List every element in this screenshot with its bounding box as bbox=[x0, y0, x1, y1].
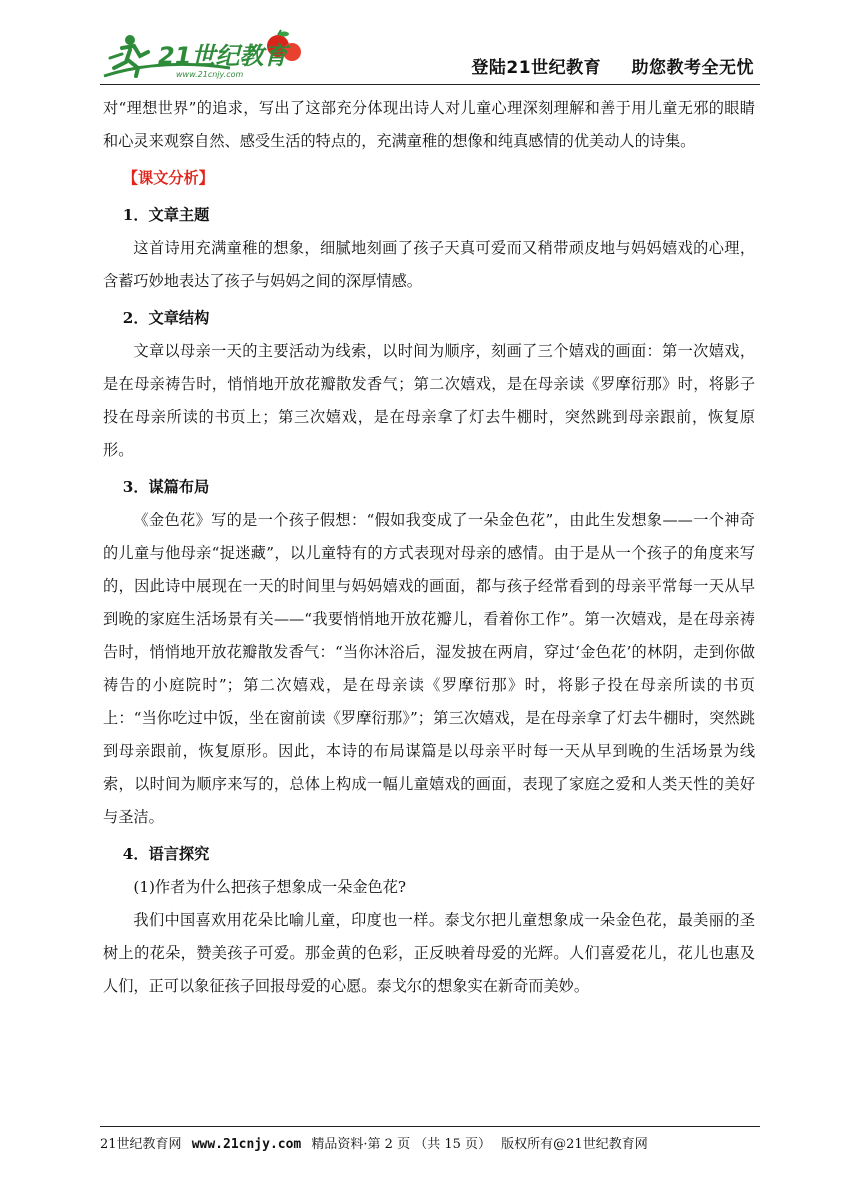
heading-theme: 1．文章主题 bbox=[122, 206, 210, 224]
question-1: (1)作者为什么把孩子想象成一朵金色花? bbox=[133, 878, 407, 896]
slogan-motto: 助您教考全无忧 bbox=[631, 58, 754, 78]
page-footer bbox=[100, 1126, 760, 1152]
page-header bbox=[100, 28, 760, 85]
footer-page-info: 精品资料·第 2 页 （共 15 页） bbox=[311, 1137, 492, 1152]
paragraph-theme: 这首诗用充满童稚的想象，细腻地刻画了孩子天真可爱而又稍带顽皮地与妈妈嬉戏的心理，含蓄巧妙地表达了孩子与妈妈之间的深厚情感。 bbox=[103, 239, 755, 290]
section-title: 【课文分析】 bbox=[122, 169, 214, 187]
footer-copyright: 版权所有@21世纪教育网 bbox=[501, 1137, 648, 1152]
footer-site-name: 21世纪教育网 bbox=[100, 1137, 182, 1152]
heading-layout: 3．谋篇布局 bbox=[122, 478, 210, 496]
paragraph-answer-1: 我们中国喜欢用花朵比喻儿童，印度也一样。泰戈尔把儿童想象成一朵金色花，最美丽的圣树上的花朵，赞美孩子可爱。那金黄的色彩，正反映着母爱的光辉。人们喜爱花儿，花儿也惠及人们，正可以象征孩子回报母爱的心愿。泰戈尔的想象实在新奇而美妙。 bbox=[103, 911, 755, 995]
slogan-login: 登陆21世纪教育 bbox=[471, 58, 602, 78]
logo-url: www.21cnjy.com bbox=[176, 70, 244, 79]
document-body bbox=[103, 92, 755, 1003]
21cnjy-logo bbox=[100, 28, 310, 80]
logo-text: 21世纪教育 bbox=[158, 42, 288, 70]
intro-paragraph: 对“理想世界”的追求，写出了这部充分体现出诗人对儿童心理深刻理解和善于用儿童无邪的眼睛和心灵来观察自然、感受生活的特点的，充满童稚的想像和纯真感情的优美动人的诗集。 bbox=[103, 99, 755, 150]
paragraph-layout: 《金色花》写的是一个孩子假想：“假如我变成了一朵金色花”，由此生发想象——一个神奇的儿童与他母亲“捉迷藏”，以儿童特有的方式表现对母亲的感情。由于是从一个孩子的角度来写的，因此诗中展现在一天的时间里与妈妈嬉戏的画面，都与孩子经常看到的母亲平常每一天从早到晚的家庭生活场景有关——“我要悄悄地开放花瓣儿，看着你工作”。第一次嬉戏，是在母亲祷告时，悄悄地开放花瓣散发香气：“当你沐浴后，湿发披在两肩，穿过‘金色花’的林阴，走到你做祷告的小庭院时”；第二次嬉戏，是在母亲读《罗摩衍那》时，将影子投在母亲所读的书页上：“当你吃过中饭，坐在窗前读《罗摩衍那》”；第三次嬉戏，是在母亲拿了灯去牛棚时，突然跳到母亲跟前，恢复原形。因此，本诗的布局谋篇是以母亲平时每一天从早到晚的生活场景为线索，以时间为顺序来写的，总体上构成一幅儿童嬉戏的画面，表现了家庭之爱和人类天性的美好与圣洁。 bbox=[103, 511, 755, 826]
paragraph-structure: 文章以母亲一天的主要活动为线索，以时间为顺序，刻画了三个嬉戏的画面：第一次嬉戏，是在母亲祷告时，悄悄地开放花瓣散发香气；第二次嬉戏，是在母亲读《罗摩衍那》时，将影子投在母亲所读的书页上；第三次嬉戏，是在母亲拿了灯去牛棚时，突然跳到母亲跟前，恢复原形。 bbox=[103, 342, 755, 459]
footer-site-url[interactable]: www.21cnjy.com bbox=[191, 1137, 302, 1152]
heading-language: 4．语言探究 bbox=[122, 845, 210, 863]
heading-structure: 2．文章结构 bbox=[122, 309, 210, 327]
header-slogan bbox=[471, 53, 754, 78]
